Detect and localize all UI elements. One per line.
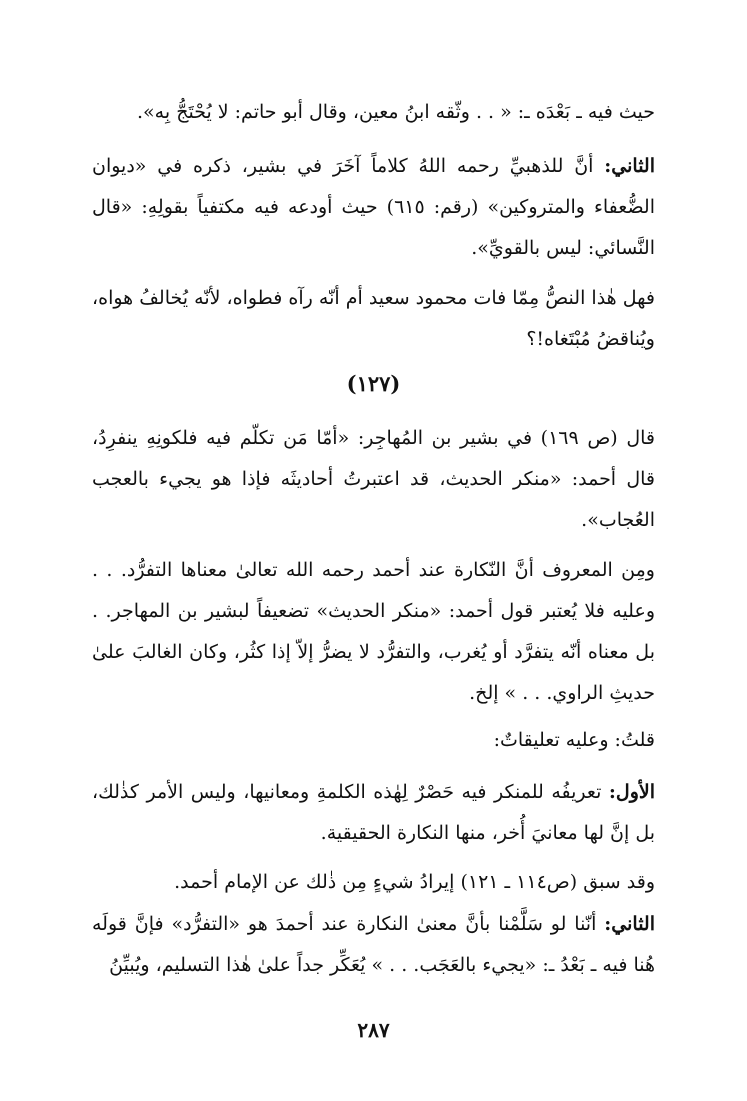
paragraph-4 [92,418,655,541]
paragraph-3 [92,278,655,360]
paragraph-9-text: أنّنا لو سَلَّمْنا بأنَّ معنىٰ النكارة عند أحمدَ هو «التفرُّد» فإنَّ قولَه هُنا فيه ـ بَعْدُ ـ: «يجيء بالعَجَب. . . » يُعَكِّر جداً علىٰ هٰذا التسليم، ويُبيِّنُ [92,913,655,976]
paragraph-8-text: وقد سبق (ص١١٤ ـ ١٢١) إيرادُ شيءٍ مِن ذٰلك عن الإمام أحمد. [174,871,655,893]
paragraph-1 [92,92,655,133]
section-number-heading: (١٢٧) [346,371,401,396]
paragraph-2-text: أنَّ للذهبيِّ رحمه اللهُ كلاماً آخَرَ في بشير، ذكره في «ديوان الضُّعفاء والمتروكين» (رقم: ٦١٥) حيث أودعه فيه مكتفياً بقولِهِ: «قال النَّسائي: ليس بالقويِّ». [92,155,656,259]
paragraph-6-text: قلتُ: وعليه تعليقاتٌ: [493,729,655,751]
paragraph-3-text: فهل هٰذا النصُّ مِمّا فات محمود سعيد أم أنّه رآه فطواه، لأنّه يُخالفُ هواه، ويُناقضُ مُبْتَغاه!؟ [92,287,655,350]
paragraph-7 [92,772,655,854]
paragraph-8 [92,862,655,903]
paragraph-5-text: ومِن المعروف أنَّ النّكارة عند أحمد رحمه الله تعالىٰ معناها التفرُّد. . . وعليه فلا يُعتبر قول أحمد: «منكر الحديث» تضعيفاً لبشير بن المهاجر. . بل معناه أنّه يتفرَّد أو يُغرب، والتفرُّد لا يضرُّ إلاّ إذا كثُر، وكان الغالبَ علىٰ حديثِ الراوي. . . » إلخ. [92,559,655,704]
paragraph-7-lead: الأول: [608,781,655,803]
paragraph-9 [92,904,655,986]
page-number: ٢٨٧ [357,1018,390,1042]
paragraph-9-lead: الثاني: [604,913,655,935]
paragraph-6 [92,720,655,761]
paragraph-2 [92,146,655,269]
paragraph-4-text: قال (ص ١٦٩) في بشير بن المُهاجِر: «أمّا مَن تكلّم فيه فلكونِهِ ينفرِدُ، قال أحمد: «منكر الحديث، قد اعتبرتُ أحاديثَه فإذا هو يجيء بالعجب العُجاب». [92,427,656,531]
paragraph-2-lead: الثاني: [604,155,655,177]
paragraph-5 [92,550,655,714]
paragraph-1-text: حيث فيه ـ بَعْدَه ـ: « . . وثّقه ابنُ معين، وقال أبو حاتم: لا يُحْتَجُّ بِه». [137,101,655,123]
paragraph-7-text: تعريفُه للمنكر فيه حَصْرٌ لِهٰذه الكلمةِ ومعانيها، وليس الأمر كذٰلك، بل إنَّ لها معانيَ أُخر، منها النكارة الحقيقية. [92,781,655,844]
